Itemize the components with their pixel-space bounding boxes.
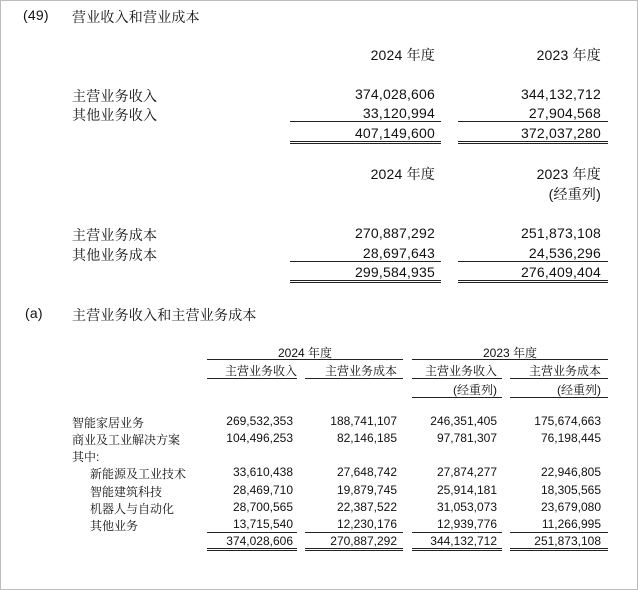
segment-col-rev-2024: 主营业务收入 bbox=[224, 364, 297, 378]
segment-year-2023: 2023 年度 bbox=[482, 346, 538, 360]
segment-total-rule bbox=[510, 548, 608, 551]
segment-header-rule bbox=[305, 378, 403, 379]
segment-subtotal-rule bbox=[207, 532, 297, 533]
segment-header-rule bbox=[510, 397, 608, 398]
segment-restated-rev: (经重列) bbox=[453, 383, 497, 397]
segment-cell: 12,939,776 bbox=[436, 517, 497, 531]
cost-col-2023-restated: (经重列) bbox=[548, 186, 601, 202]
segment-cell: 13,715,540 bbox=[232, 517, 293, 531]
cost-total-2023: 276,409,404 bbox=[458, 264, 608, 283]
segment-year-2024-rule bbox=[207, 359, 403, 360]
segment-year-2023-rule bbox=[412, 359, 608, 360]
segment-subtotal-rule bbox=[305, 532, 403, 533]
segment-of-which: 其中: bbox=[72, 450, 100, 464]
segment-cell: 269,532,353 bbox=[226, 414, 293, 428]
segment-total: 344,132,712 bbox=[430, 534, 497, 548]
cost-col-2024: 2024 年度 bbox=[370, 166, 435, 182]
segment-total: 270,887,292 bbox=[330, 534, 397, 548]
segment-cell: 76,198,445 bbox=[540, 431, 601, 445]
revenue-row-2023: 27,904,568 bbox=[458, 105, 608, 122]
segment-sub-row-label: 机器人与自动化 bbox=[90, 502, 175, 516]
revenue-row-2024: 33,120,994 bbox=[290, 105, 441, 122]
cost-row-2023: 251,873,108 bbox=[520, 225, 601, 241]
segment-cell: 28,700,565 bbox=[232, 500, 293, 514]
revenue-col-2023: 2023 年度 bbox=[536, 47, 601, 63]
segment-sub-row-label: 其他业务 bbox=[90, 519, 139, 533]
segment-sub-row-label: 智能建筑科技 bbox=[90, 485, 163, 499]
revenue-row-2023: 344,132,712 bbox=[520, 86, 601, 102]
segment-col-cost-2023: 主营业务成本 bbox=[528, 364, 601, 378]
segment-header-rule bbox=[207, 378, 297, 379]
segment-total-rule bbox=[305, 548, 403, 551]
segment-cell: 104,496,253 bbox=[226, 431, 293, 445]
segment-subtotal-rule bbox=[510, 532, 608, 533]
segment-col-cost-2024: 主营业务成本 bbox=[324, 364, 397, 378]
revenue-total-2024: 407,149,600 bbox=[290, 125, 441, 144]
segment-total: 251,873,108 bbox=[534, 534, 601, 548]
section-number: (49) bbox=[23, 7, 49, 23]
segment-cell: 175,674,663 bbox=[534, 414, 601, 428]
segment-year-2024: 2024 年度 bbox=[277, 346, 333, 360]
segment-cell: 27,648,742 bbox=[336, 465, 397, 479]
revenue-total-2023: 372,037,280 bbox=[458, 125, 608, 144]
segment-cell: 18,305,565 bbox=[540, 483, 601, 497]
cost-total-2024: 299,584,935 bbox=[290, 264, 441, 283]
revenue-row-label: 其他业务收入 bbox=[72, 107, 158, 123]
segment-cell: 246,351,405 bbox=[430, 414, 497, 428]
cost-row-2024: 270,887,292 bbox=[354, 225, 435, 241]
revenue-col-2024: 2024 年度 bbox=[370, 47, 435, 63]
segment-cell: 19,879,745 bbox=[336, 483, 397, 497]
segment-restated-cost: (经重列) bbox=[557, 383, 601, 397]
cost-row-2024: 28,697,643 bbox=[290, 245, 441, 262]
revenue-row-2024: 374,028,606 bbox=[354, 86, 435, 102]
segment-row-label: 商业及工业解决方案 bbox=[72, 433, 181, 447]
segment-cell: 22,946,805 bbox=[540, 465, 601, 479]
cost-row-2023: 24,536,296 bbox=[458, 245, 608, 262]
segment-cell: 27,874,277 bbox=[436, 465, 497, 479]
segment-cell: 11,266,995 bbox=[541, 517, 601, 531]
cost-row-label: 其他业务成本 bbox=[72, 247, 158, 263]
segment-cell: 23,679,080 bbox=[540, 500, 601, 514]
segment-cell: 82,146,185 bbox=[336, 431, 397, 445]
segment-header-rule bbox=[412, 397, 502, 398]
cost-row-label: 主营业务成本 bbox=[72, 227, 158, 243]
segment-row-label: 智能家居业务 bbox=[72, 416, 145, 430]
sub-section-number: (a) bbox=[25, 305, 43, 321]
segment-col-rev-2023: 主营业务收入 bbox=[424, 364, 497, 378]
segment-cell: 12,230,176 bbox=[336, 517, 397, 531]
segment-total-rule bbox=[412, 548, 502, 551]
segment-header-rule bbox=[412, 378, 502, 379]
segment-cell: 22,387,522 bbox=[336, 500, 397, 514]
cost-col-2023: 2023 年度 bbox=[536, 166, 601, 182]
segment-cell: 25,914,181 bbox=[436, 483, 497, 497]
segment-cell: 33,610,438 bbox=[232, 465, 293, 479]
revenue-row-label: 主营业务收入 bbox=[72, 88, 158, 104]
sub-section-title: 主营业务收入和主营业务成本 bbox=[72, 307, 257, 323]
segment-cell: 31,053,073 bbox=[436, 500, 497, 514]
section-title: 营业收入和营业成本 bbox=[72, 9, 200, 25]
segment-sub-row-label: 新能源及工业技术 bbox=[90, 467, 187, 481]
segment-total-rule bbox=[207, 548, 297, 551]
segment-total: 374,028,606 bbox=[226, 534, 293, 548]
segment-cell: 97,781,307 bbox=[436, 431, 497, 445]
segment-cell: 188,741,107 bbox=[330, 414, 397, 428]
segment-header-rule bbox=[510, 378, 608, 379]
segment-subtotal-rule bbox=[412, 532, 502, 533]
segment-cell: 28,469,710 bbox=[232, 483, 293, 497]
